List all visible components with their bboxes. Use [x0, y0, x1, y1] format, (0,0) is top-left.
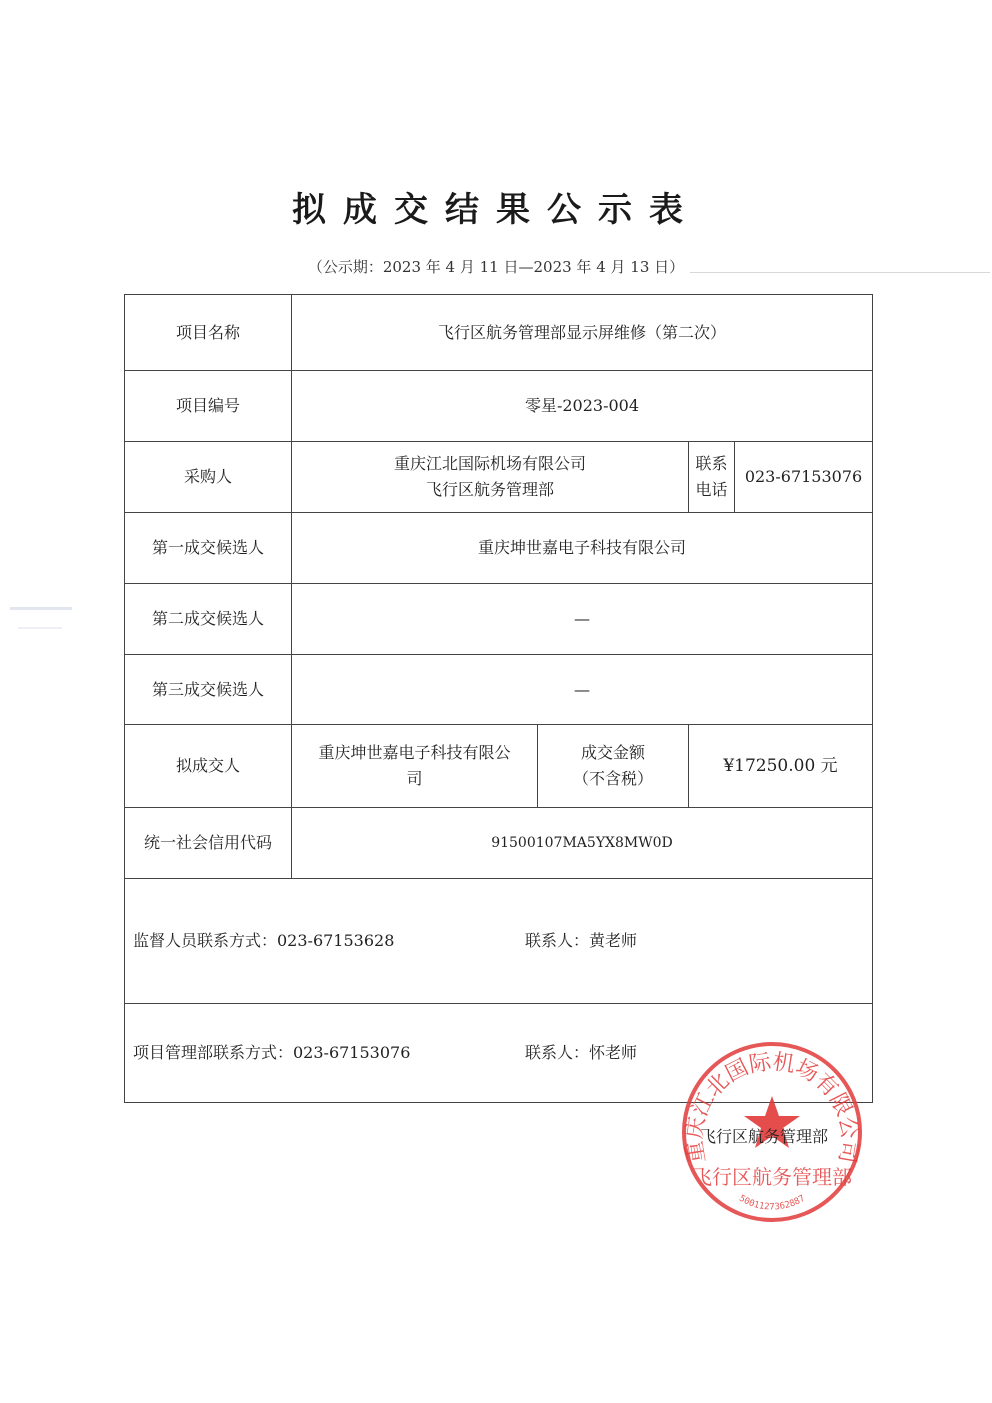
project-name-value: 飞行区航务管理部显示屏维修（第二次） [292, 295, 873, 371]
purchaser-line-2: 飞行区航务管理部 [425, 480, 554, 499]
table-row [125, 371, 873, 442]
candidate-2-value: — [292, 584, 873, 655]
winner-value [292, 725, 538, 808]
winner-label: 拟成交人 [125, 725, 292, 808]
credit-code-value: 91500107MA5YX8MW0D [292, 808, 873, 879]
page-title: 拟成交结果公示表 [292, 190, 700, 230]
table-row [125, 513, 873, 584]
purchaser-line-1: 重庆江北国际机场有限公司 [393, 454, 586, 473]
winner-line-2: 司 [406, 769, 423, 788]
table-row [125, 808, 873, 879]
purchaser-value [292, 442, 689, 513]
seal-org-arc: 重庆江北国际机场有限公司 [682, 1049, 862, 1165]
scan-artifact [18, 627, 62, 629]
supervisor-person: 联系人：黄老师 [525, 931, 638, 950]
supervisor-contact: 监督人员联系方式：023-67153628 [133, 931, 395, 950]
winner-line-1: 重庆坤世嘉电子科技有限公 [318, 743, 511, 762]
publicity-period: （公示期：2023 年 4 月 11 日—2023 年 4 月 13 日） [307, 258, 685, 276]
stamp-overlay-text: 飞行区航务管理部 [700, 1127, 829, 1146]
amount-label-line-2: （不含税） [572, 769, 653, 788]
manager-person: 联系人：怀老师 [525, 1043, 638, 1062]
scan-artifact [10, 607, 72, 610]
amount-label-line-1: 成交金额 [580, 743, 645, 762]
project-no-label: 项目编号 [125, 371, 292, 442]
table-row [125, 295, 873, 371]
candidate-1-value: 重庆坤世嘉电子科技有限公司 [292, 513, 873, 584]
purchaser-label: 采购人 [125, 442, 292, 513]
candidate-3-label: 第三成交候选人 [125, 655, 292, 725]
table-row [125, 725, 873, 808]
table-row [125, 584, 873, 655]
candidate-1-label: 第一成交候选人 [125, 513, 292, 584]
table-row [125, 442, 873, 513]
project-no-value: 零星-2023-004 [292, 371, 873, 442]
phone-label: 联系电话 [689, 442, 735, 513]
supervisor-contact-cell [125, 879, 873, 1004]
result-table [124, 294, 873, 1103]
credit-code-label: 统一社会信用代码 [125, 808, 292, 879]
amount-value: ¥17250.00 元 [689, 725, 873, 808]
table-row [125, 655, 873, 725]
manager-contact: 项目管理部联系方式：023-67153076 [133, 1043, 411, 1062]
amount-label [538, 725, 689, 808]
table-row [125, 879, 873, 1004]
candidate-2-label: 第二成交候选人 [125, 584, 292, 655]
scan-line [690, 272, 990, 273]
project-name-label: 项目名称 [125, 295, 292, 371]
candidate-3-value: — [292, 655, 873, 725]
phone-value: 023-67153076 [735, 442, 873, 513]
seal-number: 5001127362887 [737, 1193, 807, 1213]
seal-dept: 飞行区航务管理部 [692, 1165, 852, 1189]
